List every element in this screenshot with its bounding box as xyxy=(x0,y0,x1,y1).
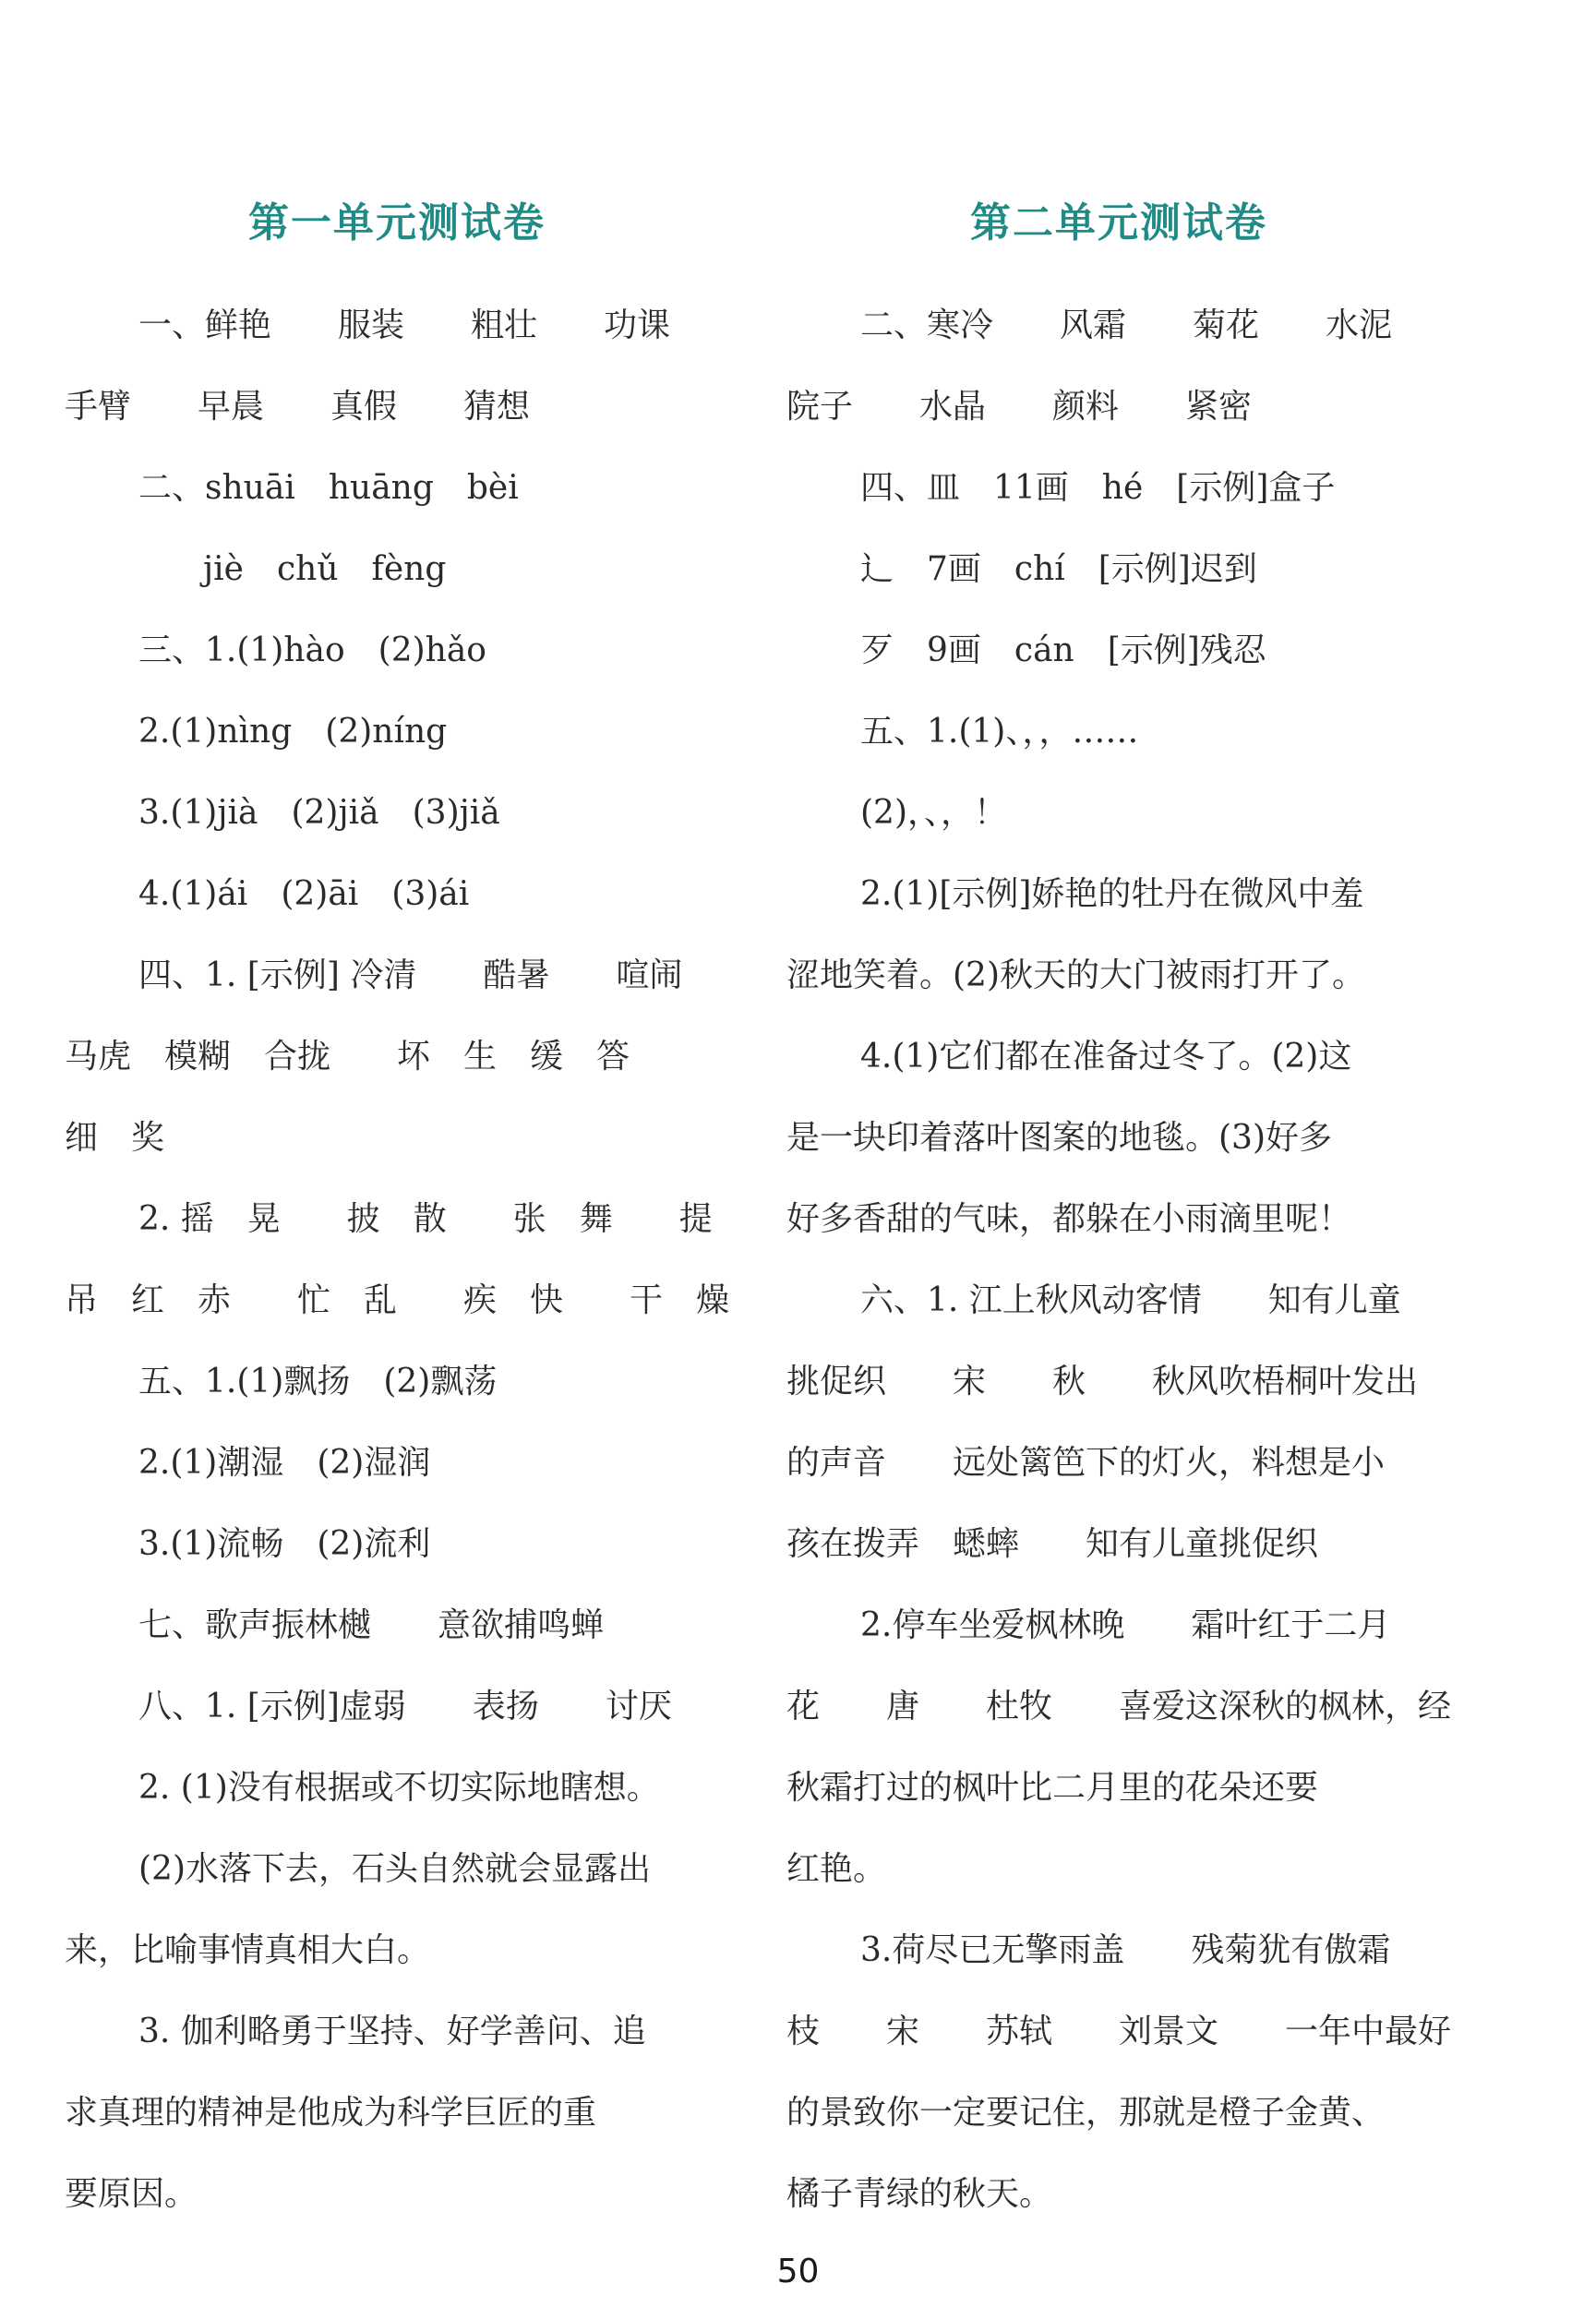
answer-line: 四、1. [示例] 冷清 酷暑 喧闹 xyxy=(138,956,683,994)
answer-line: 涩地笑着。(2)秋天的大门被雨打开了。 xyxy=(786,956,1365,994)
answer-line: 3.荷尽已无擎雨盖 残菊犹有傲霜 xyxy=(860,1931,1391,1969)
answer-line: 二、shuāi huāng bèi xyxy=(138,469,519,507)
answer-line: 辶 7画 chí [示例]迟到 xyxy=(860,550,1257,588)
answer-line: 三、1.(1)hào (2)hǎo xyxy=(138,631,486,669)
answer-line: 七、歌声振林樾 意欲捕鸣蝉 xyxy=(138,1606,605,1644)
answer-line: 的声音 远处篱笆下的灯火，料想是小 xyxy=(786,1444,1386,1482)
answer-line: 五、1.(1)飘扬 (2)飘荡 xyxy=(138,1363,498,1400)
answer-line: 3.(1)jià (2)jiǎ (3)jiǎ xyxy=(138,794,500,832)
unit-1-answers xyxy=(65,294,729,2243)
unit-2-test-title: 第二单元测试卷 xyxy=(970,199,1267,246)
answer-line: 孩在拨弄 蟋蟀 知有儿童挑促织 xyxy=(786,1525,1319,1563)
answer-line: 是一块印着落叶图案的地毯。(3)好多 xyxy=(786,1119,1332,1157)
answer-line: 2. (1)没有根据或不切实际地瞎想。 xyxy=(138,1769,660,1807)
answer-line: 的景致你一定要记住，那就是橙子金黄、 xyxy=(786,2094,1386,2132)
answer-line: jiè chǔ fèng xyxy=(203,550,447,588)
answer-line: 五、1.(1)、，，…… xyxy=(860,713,1139,751)
page-number: 50 xyxy=(776,2253,820,2290)
answer-line: 吊 红 赤 忙 乱 疾 快 干 燥 xyxy=(65,1281,729,1319)
answer-line: 2. 摇 晃 披 散 张 舞 提 xyxy=(138,1200,713,1238)
answer-line: 3. 伽利略勇于坚持、好学善问、追 xyxy=(138,2013,646,2050)
answer-line: (2)，、，！ xyxy=(860,794,1007,832)
answer-line: 2.(1)潮湿 (2)湿润 xyxy=(138,1444,431,1482)
answer-line: 4.(1)它们都在准备过冬了。(2)这 xyxy=(860,1038,1352,1076)
answer-line: 3.(1)流畅 (2)流利 xyxy=(138,1525,431,1563)
answer-line: 枝 宋 苏轼 刘景文 一年中最好 xyxy=(786,2013,1451,2050)
answer-line: 八、1. [示例]虚弱 表扬 讨厌 xyxy=(138,1688,672,1725)
answer-line: 求真理的精神是他成为科学巨匠的重 xyxy=(65,2094,597,2132)
answer-line: (2)水落下去，石头自然就会显露出 xyxy=(138,1850,651,1888)
answer-line: 细 奖 xyxy=(65,1119,165,1157)
answer-line: 马虎 模糊 合拢 坏 生 缓 答 xyxy=(65,1038,630,1076)
unit-2-answers xyxy=(786,294,1451,2243)
answer-line: 来，比喻事情真相大白。 xyxy=(65,1931,431,1969)
answer-line: 四、皿 11画 hé [示例]盒子 xyxy=(860,469,1336,507)
answer-line: 六、1. 江上秋风动客情 知有儿童 xyxy=(860,1281,1401,1319)
answer-line: 2.停车坐爱枫林晚 霜叶红于二月 xyxy=(860,1606,1391,1644)
answer-line: 好多香甜的气味，都躲在小雨滴里呢！ xyxy=(786,1200,1352,1238)
answer-line: 院子 水晶 颜料 紧密 xyxy=(786,388,1253,426)
answer-line: 花 唐 杜牧 喜爱这深秋的枫林，经 xyxy=(786,1688,1451,1725)
answer-line: 红艳。 xyxy=(786,1850,887,1888)
answer-line: 一、鲜艳 服装 粗壮 功课 xyxy=(138,307,671,344)
answer-line: 歹 9画 cán [示例]残忍 xyxy=(860,631,1266,669)
unit-1-test-title: 第一单元测试卷 xyxy=(248,199,546,246)
answer-line: 手臂 早晨 真假 猜想 xyxy=(65,388,531,426)
answer-line: 二、寒冷 风霜 菊花 水泥 xyxy=(860,307,1393,344)
answer-line: 2.(1)[示例]娇艳的牡丹在微风中羞 xyxy=(860,875,1364,913)
answer-line: 橘子青绿的秋天。 xyxy=(786,2175,1053,2213)
answer-line: 要原因。 xyxy=(65,2175,198,2213)
answer-line: 秋霜打过的枫叶比二月里的花朵还要 xyxy=(786,1769,1319,1807)
answer-line: 挑促织 宋 秋 秋风吹梧桐叶发出 xyxy=(786,1363,1419,1400)
answer-line: 2.(1)nìng (2)níng xyxy=(138,713,448,751)
answer-line: 4.(1)ái (2)āi (3)ái xyxy=(138,875,470,913)
